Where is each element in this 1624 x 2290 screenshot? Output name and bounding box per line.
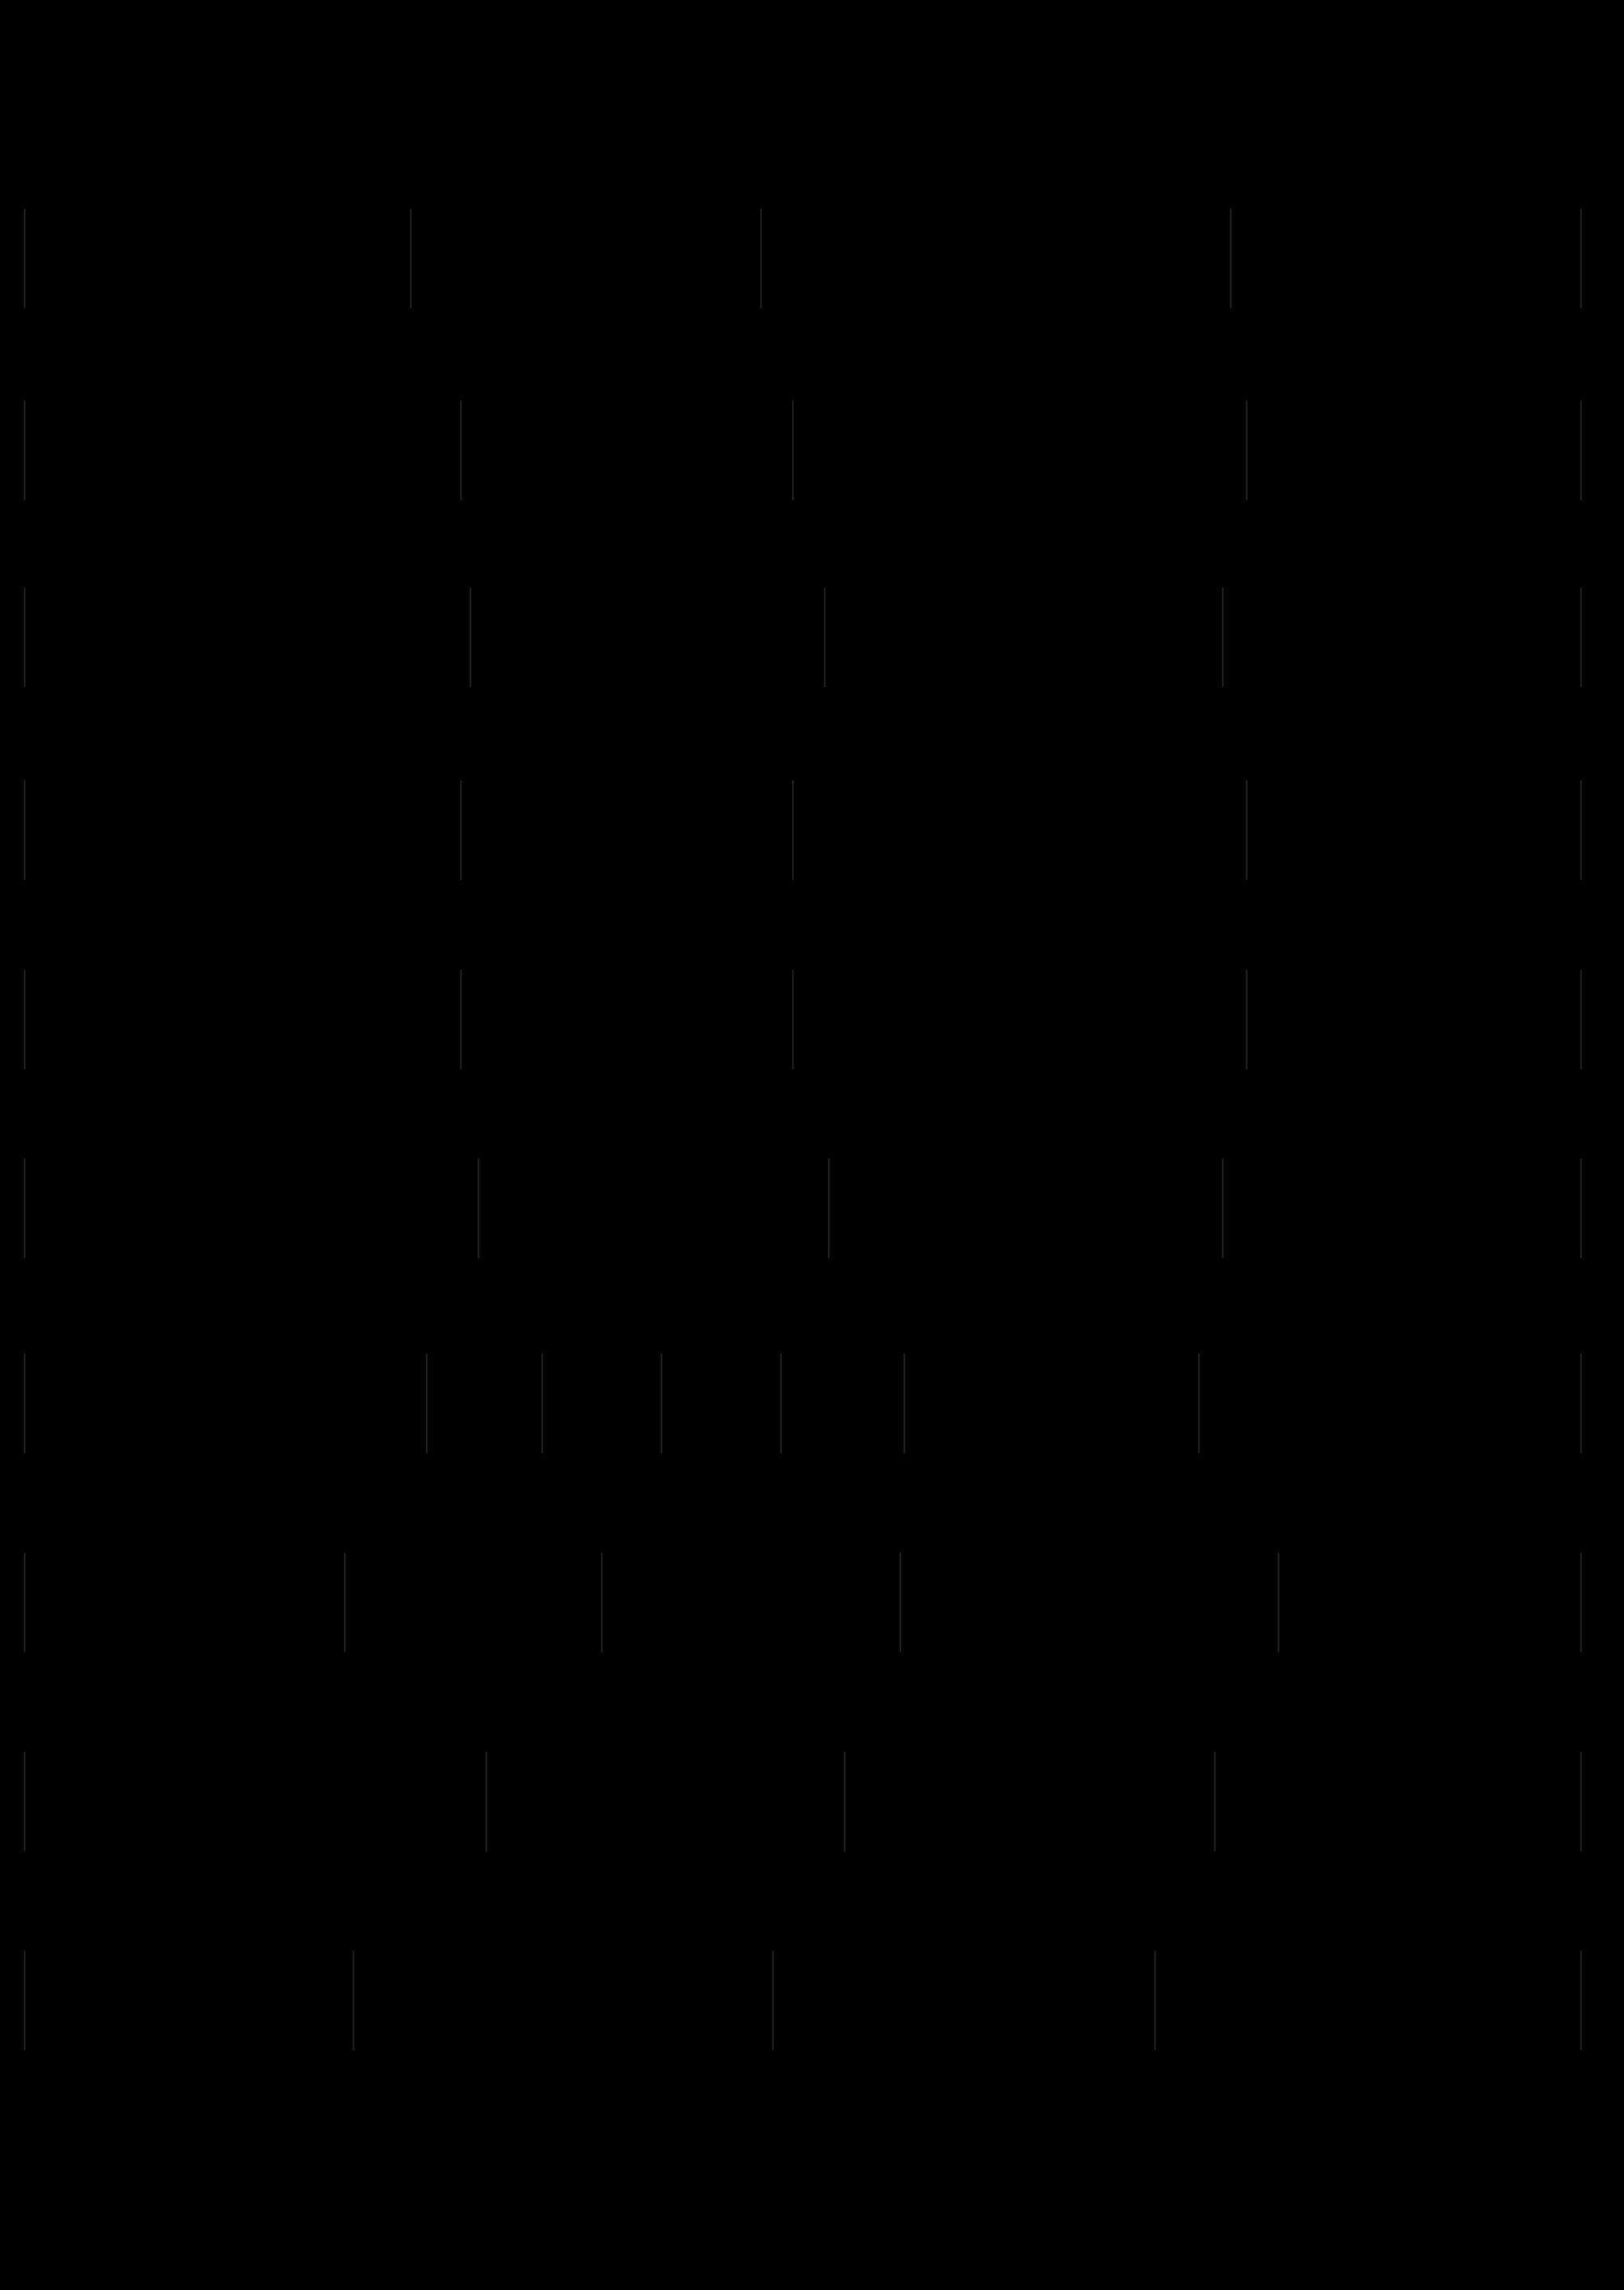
column-separator-tick: [24, 1159, 25, 1258]
column-separator-tick: [24, 780, 25, 880]
column-separator-tick: [24, 588, 25, 687]
column-separator-tick: [470, 588, 471, 687]
table-row: [0, 970, 1624, 1069]
column-separator-tick: [1580, 588, 1582, 687]
column-separator-tick: [780, 1354, 782, 1453]
column-separator-tick: [24, 401, 25, 500]
column-separator-tick: [904, 1354, 905, 1453]
column-separator-tick: [1580, 1951, 1582, 2050]
column-separator-tick: [478, 1159, 479, 1258]
table-row: [0, 1951, 1624, 2050]
column-separator-tick: [828, 1159, 830, 1258]
column-separator-tick: [1246, 401, 1247, 500]
column-separator-tick: [844, 1752, 845, 1851]
column-separator-tick: [792, 780, 794, 880]
column-separator-tick: [24, 970, 25, 1069]
column-separator-tick: [460, 401, 462, 500]
column-separator-tick: [460, 780, 462, 880]
column-separator-tick: [772, 1951, 774, 2050]
column-separator-tick: [792, 970, 794, 1069]
column-separator-tick: [426, 1354, 427, 1453]
column-separator-tick: [460, 970, 462, 1069]
column-separator-tick: [1580, 1752, 1582, 1851]
column-separator-tick: [353, 1951, 354, 2050]
column-separator-tick: [410, 209, 412, 308]
column-separator-tick: [24, 1752, 25, 1851]
column-separator-tick: [601, 1553, 603, 1652]
column-separator-tick: [1154, 1951, 1156, 2050]
column-separator-tick: [1580, 970, 1582, 1069]
column-separator-tick: [792, 401, 794, 500]
table-row: [0, 209, 1624, 308]
table-row: [0, 588, 1624, 687]
column-separator-tick: [1278, 1553, 1279, 1652]
column-separator-tick: [661, 1354, 662, 1453]
column-separator-tick: [1246, 970, 1247, 1069]
column-separator-tick: [24, 209, 25, 308]
table-row: [0, 401, 1624, 500]
column-separator-tick: [824, 588, 826, 687]
column-separator-tick: [1222, 588, 1224, 687]
column-separator-tick: [541, 1354, 543, 1453]
column-separator-tick: [24, 1951, 25, 2050]
column-separator-tick: [1198, 1354, 1200, 1453]
column-separator-tick: [1580, 1553, 1582, 1652]
table-row: [0, 1159, 1624, 1258]
column-separator-tick: [344, 1553, 345, 1652]
column-separator-tick: [24, 1354, 25, 1453]
column-separator-tick: [1580, 209, 1582, 308]
column-separator-tick: [1580, 401, 1582, 500]
column-separator-tick: [1246, 780, 1247, 880]
column-separator-tick: [1214, 1752, 1216, 1851]
table-row: [0, 1752, 1624, 1851]
column-separator-tick: [486, 1752, 487, 1851]
column-separator-tick: [1222, 1159, 1224, 1258]
table-row: [0, 780, 1624, 880]
table-row: [0, 1553, 1624, 1652]
column-separator-tick: [1580, 780, 1582, 880]
column-separator-tick: [900, 1553, 901, 1652]
column-separator-tick: [1580, 1354, 1582, 1453]
column-separator-tick: [1230, 209, 1232, 308]
column-separator-tick: [24, 1553, 25, 1652]
column-separator-tick: [760, 209, 762, 308]
column-separator-tick: [1580, 1159, 1582, 1258]
table-row: [0, 1354, 1624, 1453]
